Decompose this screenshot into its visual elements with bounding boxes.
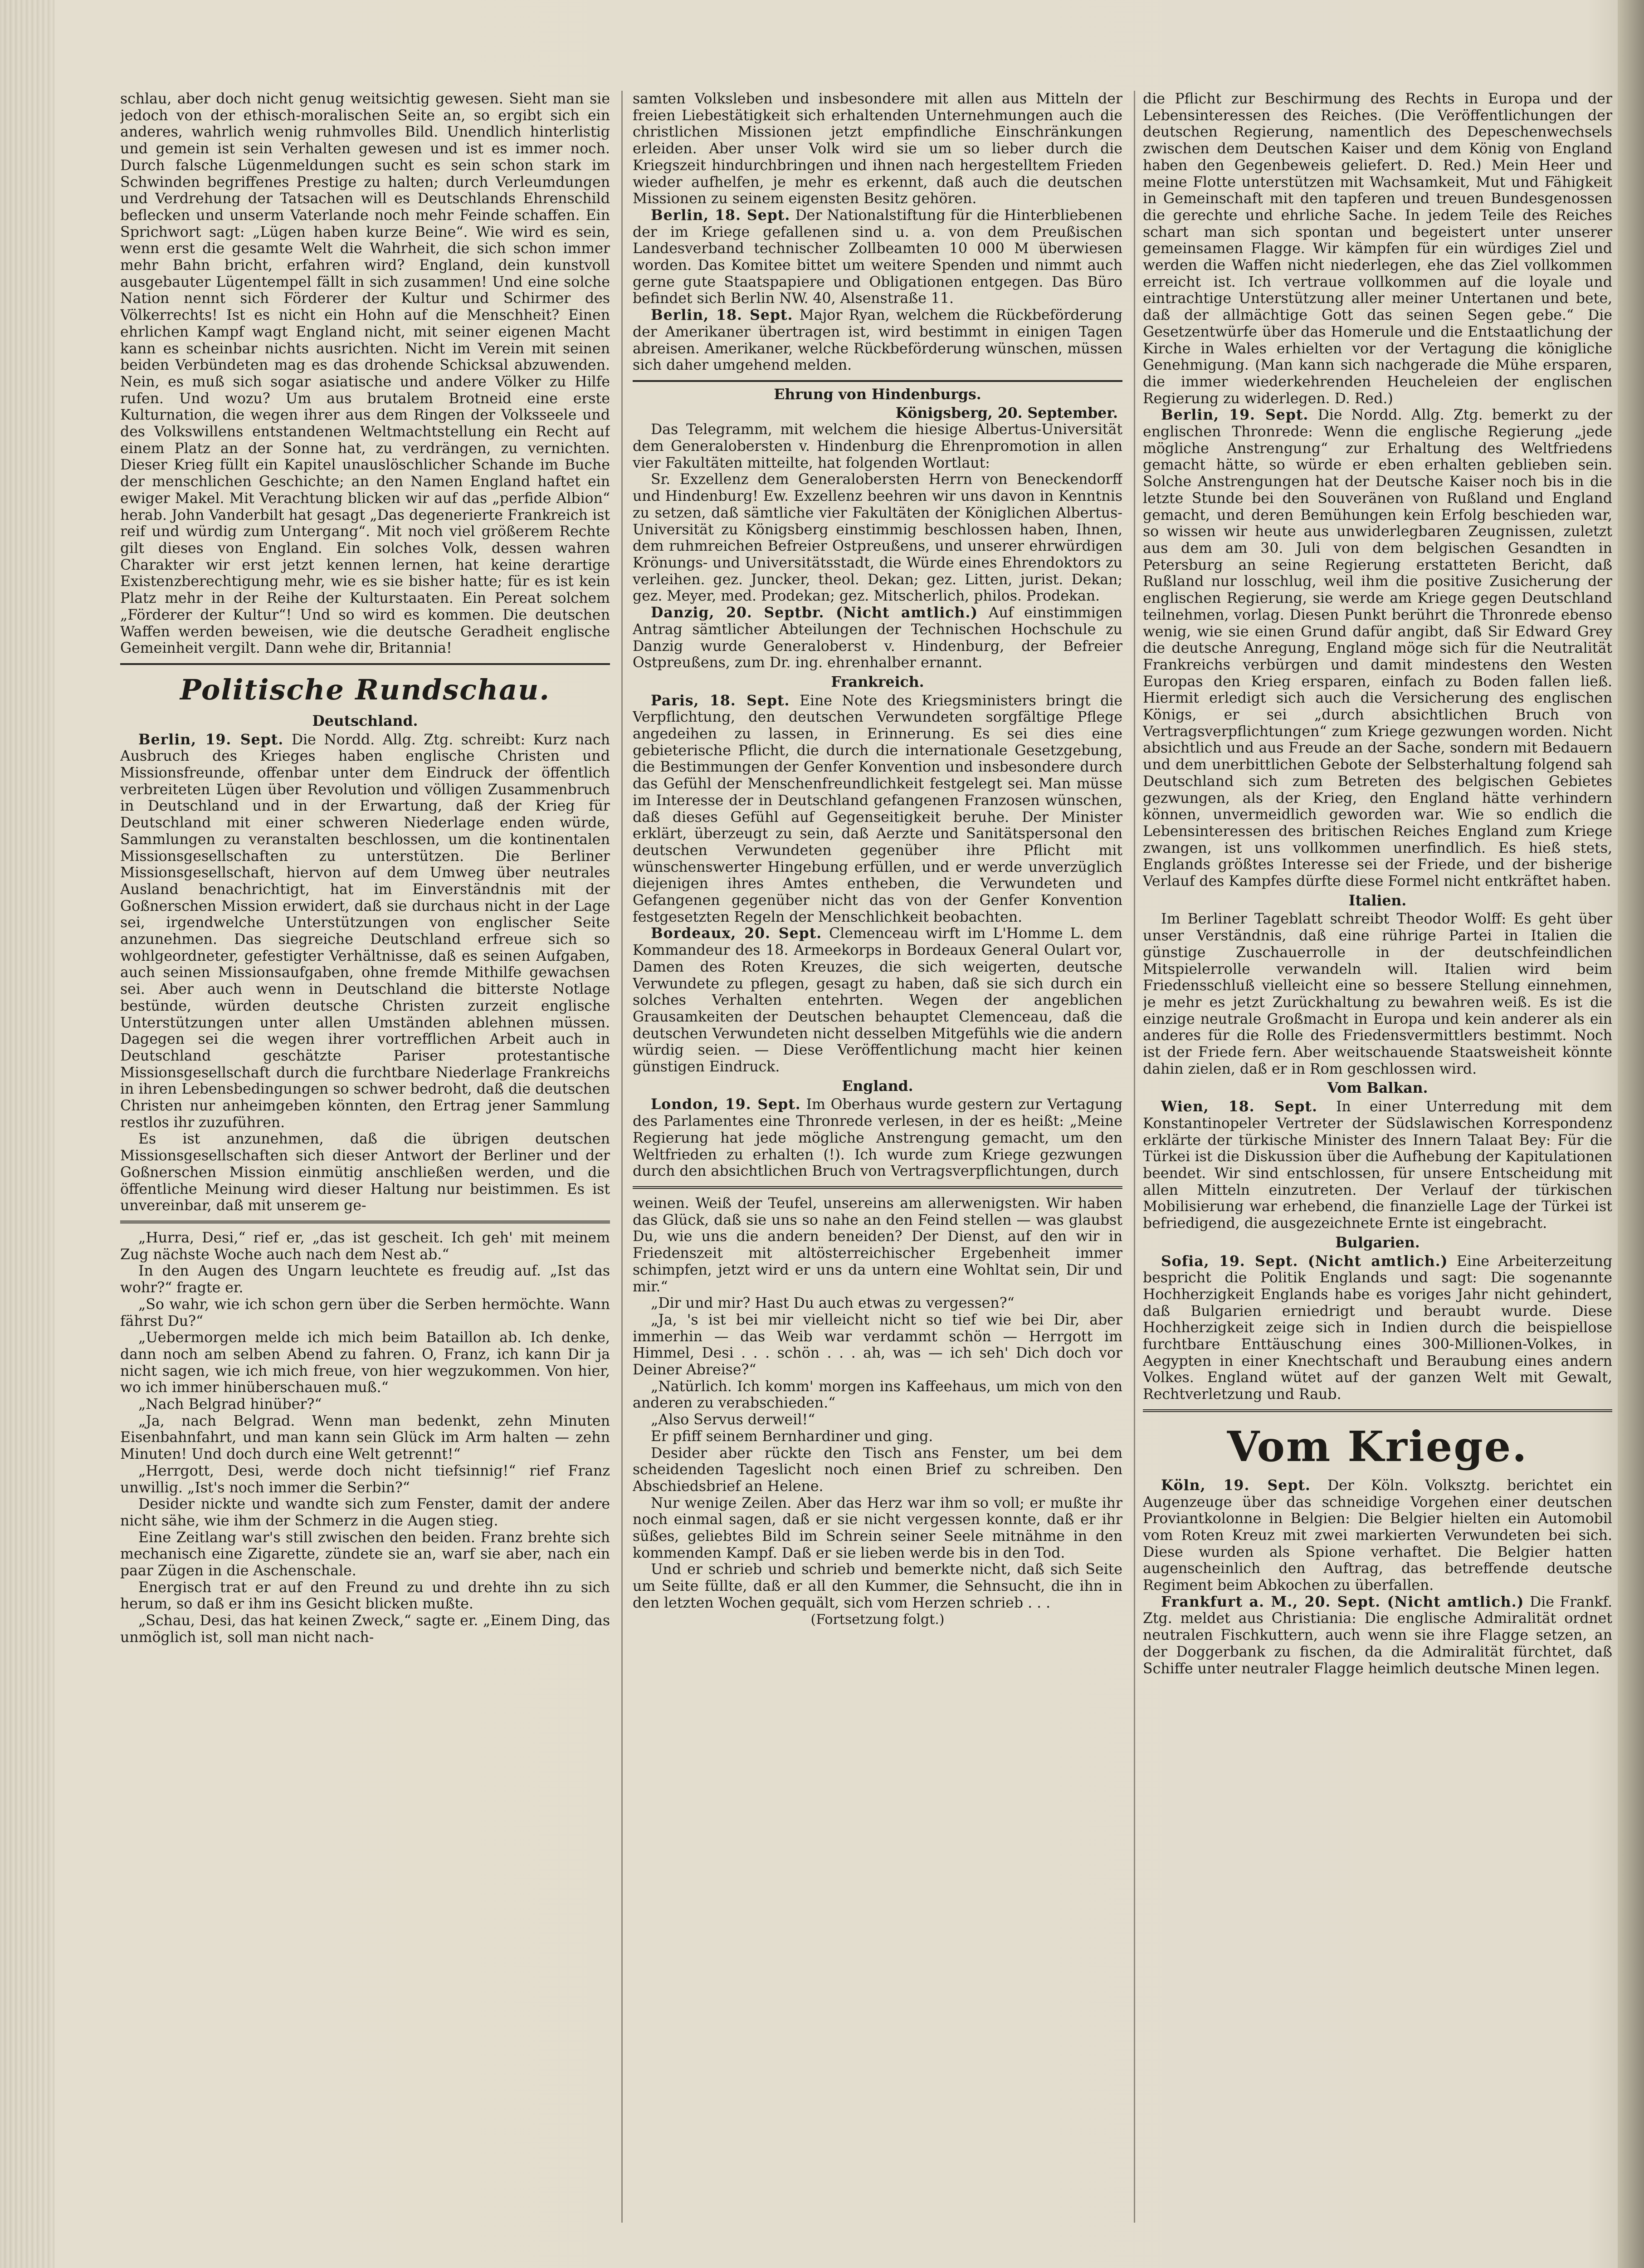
news-text: Auf einstimmigen Antrag sämtlicher Abteilungen der Technischen Hochschule zu Danzig wurde Generaloberst v. Hindenburg, der Befreier Ostpreußens, zum Dr. ing. ehrenhalber ernannt. bbox=[633, 605, 1122, 671]
news-item: samten Volksleben und insbesondere mit allen aus Mitteln der freien Liebestätigkeit sich erhaltenden Unternehmungen auch die christlichen Missionen jetzt empfindliche Einschränkungen erleiden. Aber unser Volk wird sie um so lieber durch die Kriegszeit hindurchbringen und ihnen nach hergestelltem Frieden wieder aufhelfen, je mehr es erkennt, daß auch die deutschen Missionen zu seinem eigensten Besitz gehören. bbox=[633, 91, 1122, 207]
feuilleton-paragraph: Nur wenige Zeilen. Aber das Herz war ihm so voll; er mußte ihr noch einmal sagen, daß er sie nicht vergessen konnte, daß er ihr süßes, geliebtes Bild im Schrein seiner Seele mitnähme in den kommenden Kampf. Daß er sie lieben werde bis in den Tod. bbox=[633, 1495, 1122, 1561]
news-item: die Pflicht zur Beschirmung des Rechts in Europa und der Lebensinteressen des Reiches. (Die Veröffentlichungen der deutschen Regierung, namentlich des Depeschenwechsels zwischen dem Deutschen Kaiser und dem König von England haben den Gegenbeweis geliefert. D. Red.) Mein Heer und meine Flotte unterstützen mit Wachsamkeit, Mut und Fähigkeit in Gemeinschaft mit den tapferen und treuen Bundesgenossen die gerechte und ehrliche Sache. In jedem Teile des Reiches schart man sich spontan und begeistert unter unserer gemeinsamen Flagge. Wir kämpfen für ein würdiges Ziel und werden die Waffen nicht niederlegen, ehe das Ziel vollkommen erreicht ist. Ich vertraue vollkommen auf die loyale und eintrachtige Unterstützung aller meiner Untertanen und bete, daß der allmächtige Gott das seinen Segen gebe.“ Die Gesetzentwürfe über das Homerule und die Entstaatlichung der Kirche in Wales erhielten vor der Vertagung die königliche Genehmigung. (Man kann sich nachgerade die Mühe ersparen, die immer wiederkehrenden Heucheleien der englischen Regierung zu widerlegen. D. Red.) bbox=[1143, 91, 1612, 407]
column-rule bbox=[1134, 91, 1135, 2223]
section-title-vom-kriege: Vom Kriege. bbox=[1227, 1422, 1528, 1471]
news-text: Die Nordd. Allg. Ztg. schreibt: Kurz nach Ausbruch des Krieges haben englische Christen und Missionsfreunde, offenbar unter dem Eindruck der öffentlich verbreiteten Lügen über Revolution und völligen Zusammenbruch in Deutschland und in der Erwartung, daß der Krieg für Deutschland mit einer schweren Niederlage enden würde, Sammlungen zu veranstalten beschlossen, um die kontinentalen Missionsgesellschaften zu unterstützen. Die Berliner Missionsgesellschaft, hiervon auf dem Umweg über neutrales Ausland benachrichtigt, hat im Einverständnis mit der Goßnerschen Mission erwidert, daß sie durchaus nicht in der Lage sei, irgendwelche Unterstützungen von englischer Seite anzunehmen. Das siegreiche Deutschland erfreue sich so wohlgeordneter, gefestigter Verhältnisse, daß es seinen Aufgaben, auch seinen Missionsaufgaben, ohne fremde Mithilfe gewachsen sei. Aber auch wenn in Deutschland die bitterste Notlage bestünde, würden deutsche Christen zurzeit englische Unterstützungen unter allen Umständen ablehnen müssen. Dagegen sei die wegen ihrer vortrefflichen Arbeit auch in Deutschland geschätzte Pariser protestantische Missionsgesellschaft durch die furchtbare Niederlage Frankreichs in ihren Lebensbedingungen so schwer bedroht, daß die deutschen Christen nur anheimgeben könnten, den Ertrag jener Sammlung restlos ihr zuzuführen. bbox=[120, 731, 610, 1131]
dateline: Berlin, 18. Sept. bbox=[651, 206, 790, 224]
dateline: London, 19. Sept. bbox=[651, 1096, 801, 1113]
section-title-politische-rundschau: Politische Rundschau. bbox=[180, 673, 550, 706]
subheading-england: England. bbox=[842, 1077, 913, 1095]
dateline: Köln, 19. Sept. bbox=[1161, 1476, 1311, 1494]
feuilleton-paragraph: Energisch trat er auf den Freund zu und drehte ihn zu sich herum, so daß er ihm ins Gesicht blicken mußte. bbox=[120, 1579, 610, 1613]
news-item: Das Telegramm, mit welchem die hiesige Albertus-Universität dem Generalobersten v. Hindenburg die Ehrenpromotion in allen vier Fakultäten mitteilte, hat folgenden Wortlaut: bbox=[633, 421, 1122, 471]
column-3 bbox=[1143, 91, 1612, 2223]
news-text: Die Nordd. Allg. Ztg. bemerkt zu der englischen Thronrede: Wenn die englische Regierung „jede mögliche Anstrengung“ zur Erhaltung des Weltfriedens gemacht hätte, so würde er eben erhalten geblieben sein. Solche Anstrengungen hat der Deutsche Kaiser noch bis in die letzte Stunde bei den Souveränen von Rußland und England gemacht, und deren Bemühungen kein Erfolg beschieden war, so wissen wir heute aus unwiderlegbaren Zeugnissen, zuletzt aus dem am 30. Juli von dem belgischen Gesandten in Petersburg an seine Regierung erstatteten Bericht, daß Rußland nur losschlug, weil ihm die positive Zusicherung der englischen Regierung, sie werde am Kriege gegen Deutschland teilnehmen, vorlag. Diesen Punkt berührt die Thronrede ebenso wenig, wie sie einen Grund dafür angibt, daß Sir Edward Grey die deutsche Anregung, England möge sich für die Neutralität Frankreichs verbürgen und damit mindestens den Westen Europas den Krieg ersparen, einfach zu Boden fallen ließ. Hiermit erledigt sich auch die Versicherung des englischen Königs, er sei „durch absichtlichen Bruch von Vertragsverpflichtungen“ zum Kriege gezwungen worden. Nicht absichtlich und aus Freude an der Sache, sondern mit Bedauern und dem unerbittlichen Gebote der Selbsterhaltung folgend sah Deutschland sich zum Betreten des belgischen Gebietes gezwungen, als der Krieg, den England hätte verhindern können, unvermeidlich geworden war. Wie so endlich die Lebensinteressen des britischen Reiches England zum Kriege zwangen, ist uns vollkommen unerfindlich. Es hieß stets, Englands größtes Interesse sei der Friede, und der bisherige Verlauf des Kampfes dürfte diese Formel nicht entkräftet haben. bbox=[1143, 407, 1612, 890]
news-item: Im Berliner Tageblatt schreibt Theodor Wolff: Es geht über unser Verständnis, daß eine rührige Partei in Italien die günstige Zuschauerrolle in der deutschfeindlichen Mitspielerrolle verwandeln will. Italien wird beim Friedensschluß vielleicht eine so bessere Stellung einnehmen, je mehr es jetzt Zurückhaltung zu bewahren weiß. Es ist die einzige neutrale Großmacht in Europa und kein anderer als ein anderes für die Rolle des Friedensvermittlers bestimmt. Noch ist der Friede fern. Aber weitschauende Staatsweisheit könnte dahin zielen, daß er in Rom geschlossen wird. bbox=[1143, 911, 1612, 1077]
dateline: Bordeaux, 20. Sept. bbox=[651, 925, 822, 942]
news-text: Clemenceau wirft im L'Homme L. dem Kommandeur des 18. Armeekorps in Bordeaux General Oulart vor, Damen des Roten Kreuzes, die sich weigerten, deutsche Verwundete zu pflegen, gesagt zu haben, daß sie sich durch ein solches Verhalten entehrten. Wegen der angeblichen Grausamkeiten der Deutschen behauptet Clemenceau, daß die deutschen Verwundeten nicht desselben Mitgefühls wie die andern würdig seien. — Diese Veröffentlichung macht hier keinen günstigen Eindruck. bbox=[633, 925, 1122, 1075]
news-text: Eine Arbeiterzeitung bespricht die Politik Englands und sagt: Die sogenannte Hochherzigkeit Englands habe es voriges Jahr nicht gehindert, daß Bulgarien erniedrigt und beraubt wurde. Diese Hochherzigkeit zeige sich in Indien durch die beispiellose furchtbare Enttäuschung eines 300-Millionen-Volkes, in Aegypten in einer Knechtschaft und Beraubung eines andern Volkes. England wütet auf der ganzen Welt mit Gewalt, Rechtverletzung und Raub. bbox=[1143, 1253, 1612, 1403]
news-item bbox=[633, 605, 1122, 671]
opinion-text: schlau, aber doch nicht genug weitsichtig gewesen. Sieht man sie jedoch von der ethisch-moralischen Seite an, so ergibt sich ein anderes, wahrlich wenig ruhmvolles Bild. Unendlich hinterlistig und gemein ist sein Verhalten gewesen und ist es immer noch. Durch falsche Lügenmeldungen sucht es sein schon stark im Schwinden begriffenes Prestige zu halten; durch Verleumdungen und Verdrehung der Tatsachen will es Deutschlands Ehrenschild beflecken und unserm Vaterlande noch mehr Feinde schaffen. Ein Sprichwort sagt: „Lügen haben kurze Beine“. Wie wird es sein, wenn erst die gesamte Welt die Wahrheit, die sich schon immer mehr Bahn bricht, erfahren wird? England, dein kunstvoll ausgebauter Lügentempel fällt in sich zusammen! Und eine solche Nation nennt sich Förderer der Kultur und Schirmer des Völkerrechts! Ist es nicht ein Hohn auf die Menschheit? Einen ehrlichen Kampf wagt England nicht, mit seiner eigenen Macht kann es scheinbar nichts ausrichten. Nicht im Verein mit seinen beiden Verbündeten mag es das drohende Schicksal abzuwenden. Nein, es muß sich sogar asiatische und andere Völker zu Hilfe rufen. Und wozu? Um aus brutalem Brotneid eine erste Kulturnation, die wegen ihrer aus dem Ringen der Volksseele und des Volkswillens entstandenen Weltmachtstellung ein Recht auf einem Platz an der Sonne hat, zu verdrängen, zu vernichten. Dieser Krieg füllt ein Kapitel unauslöschlicher Schande im Buche der menschlichen Geschichte; an den Namen England haftet ein ewiger Makel. Mit Verachtung blicken wir auf das „perfide Albion“ herab. John Vanderbilt hat gesagt „Das degenerierte Frankreich ist reif und würdig zum Untergang“. Mit noch viel größerem Rechte gilt dieses von England. Ein solches Volk, dessen wahren Charakter wir erst jetzt kennen lernen, hat keine derartige Existenzberechtigung mehr, wie es sie bisher hatte; für es ist kein Platz mehr in der Reihe der Kulturstaaten. Ein Pereat solchem „Förderer der Kultur“! Und so wird es kommen. Die deutschen Waffen werden beweisen, wie die deutsche Geradheit englische Gemeinheit vergilt. Dann wehe dir, Britannia! bbox=[120, 91, 610, 657]
feuilleton-paragraph: „Also Servus derweil!“ bbox=[651, 1412, 815, 1428]
news-text: Eine Note des Kriegsministers bringt die Verpflichtung, den deutschen Verwundeten sorgfältige Pflege angedeihen zu lassen, in Erinnerung. Es sei dies eine gebieterische Pflicht, die durch die internationale Gesetzgebung, die Bestimmungen der Genfer Konvention und insbesondere durch das Gefühl der Menschenfreundlichkeit festgelegt sei. Man müsse im Interesse der in Deutschland gefangenen Franzosen wünschen, daß dieses Gefühl auf Gegenseitigkeit beruhe. Der Minister erklärt, überzeugt zu sein, daß Aerzte und Sanitätspersonal den deutschen Verwundeten gegenüber ihre Pflicht mit wünschenswerter Hingebung erfüllen, und er werde unverzüglich diejenigen ihres Amtes entheben, die Verwundeten und Gefangenen gegenüber nicht das von der Genfer Konvention festgesetzten Regeln der Menschlichkeit beobachten. bbox=[633, 692, 1122, 925]
binding-edge bbox=[0, 0, 54, 2268]
column-rule bbox=[621, 91, 623, 2223]
feuilleton-paragraph: „Natürlich. Ich komm' morgen ins Kaffeehaus, um mich von den anderen zu verabschieden.“ bbox=[633, 1378, 1122, 1412]
news-text: Der Nationalstiftung für die Hinterbliebenen der im Kriege gefallenen sind u. a. von dem Preußischen Landesverband technischer Zollbeamten 10 000 M überwiesen worden. Das Komitee bittet um weitere Spenden und nimmt auch gerne gute Staatspapiere und Obligationen entgegen. Das Büro befindet sich Berlin NW. 40, Alsenstraße 11. bbox=[633, 207, 1122, 307]
page-right-edge bbox=[1618, 0, 1644, 2268]
feuilleton-paragraph: „Ja, 's ist bei mir vielleicht nicht so tief wie bei Dir, aber immerhin — das Weib war verdammt schön — Herrgott im Himmel, Desi . . . schön . . . ah, was — ich seh' Dich doch vor Deiner Abreise?“ bbox=[633, 1311, 1122, 1378]
news-item bbox=[1143, 1477, 1612, 1594]
feuilleton-paragraph: Eine Zeitlang war's still zwischen den beiden. Franz brehte sich mechanisch eine Zigarette, zündete sie an, warf sie aber, nach ein paar Zügen in die Aschenschale. bbox=[120, 1529, 610, 1579]
news-item bbox=[633, 693, 1122, 926]
news-item bbox=[633, 925, 1122, 1075]
subheading-deutschland: Deutschland. bbox=[312, 712, 418, 729]
subheading-balkan: Vom Balkan. bbox=[1327, 1080, 1428, 1097]
feuilleton-paragraph: „Uebermorgen melde ich mich beim Bataillon ab. Ich denke, dann noch am selben Abend zu fahren. O, Franz, ich kann Dir ja nicht sagen, wie ich mich freue, von hier wegzukommen. Von hier, wo ich immer hinüberschauen muß.“ bbox=[120, 1330, 610, 1396]
news-text: Die Frankf. Ztg. meldet aus Christiania: Die englische Admiralität ordnet neutralen Fischkuttern, auch wenn sie ihre Flagge setzen, an der Doggerbank zu fischen, da die Admiralität fürchtet, daß Schiffe unter neutraler Flagge heimlich deutsche Minen legen. bbox=[1143, 1593, 1612, 1677]
news-item: Es ist anzunehmen, daß die übrigen deutschen Missionsgesellschaften sich dieser Antwort der Berliner und der Goßnerschen Mission einmütig anschließen werden, und die öffentliche Meinung wird dieser Haltung nur beistimmen. Es ist unvereinbar, daß mit unserem ge- bbox=[120, 1131, 610, 1214]
news-item bbox=[1143, 1099, 1612, 1232]
feuilleton-paragraph: Desider aber rückte den Tisch ans Fenster, um bei dem scheidenden Tageslicht noch einen Brief zu schreiben. Den Abschiedsbrief an Helene. bbox=[633, 1445, 1122, 1495]
feuilleton-divider bbox=[633, 1186, 1122, 1191]
news-item bbox=[120, 732, 610, 1131]
feuilleton-paragraph: „Nach Belgrad hinüber?“ bbox=[138, 1396, 322, 1413]
news-item bbox=[633, 1096, 1122, 1180]
dateline: Berlin, 19. Sept. bbox=[138, 731, 284, 748]
column-2 bbox=[633, 91, 1122, 2223]
dateline: Berlin, 18. Sept. bbox=[651, 307, 793, 324]
feuilleton-paragraph: weinen. Weiß der Teufel, unsereins am allerwenigsten. Wir haben das Glück, daß sie uns so nahe an den Feind stellen — was glaubst Du, wie uns die andern beneiden? Der Dienst, auf den wir in Friedenszeit mit altösterreichischer Ergebenheit immer schimpfen, jetzt wird er uns da untern eine Wohltat sein, Dir und mir.“ bbox=[633, 1195, 1122, 1295]
feuilleton-paragraph: Er pfiff seinem Bernhardiner und ging. bbox=[651, 1428, 933, 1445]
feuilleton-paragraph: In den Augen des Ungarn leuchtete es freudig auf. „Ist das wohr?“ fragte er. bbox=[120, 1263, 610, 1296]
section-divider bbox=[1143, 1409, 1612, 1414]
dateline: Frankfurt a. M., 20. Sept. (Nicht amtlich.) bbox=[1161, 1593, 1524, 1610]
feuilleton-paragraph: „Ja, nach Belgrad. Wenn man bedenkt, zehn Minuten Eisenbahnfahrt, und man kann sein Glück im Arm halten — zehn Minuten! Und doch durch eine Welt getrennt!“ bbox=[120, 1413, 610, 1463]
feuilleton-paragraph: „Herrgott, Desi, werde doch nicht tiefsinnig!“ rief Franz unwillig. „Ist's noch immer die Serbin?“ bbox=[120, 1462, 610, 1496]
telegram-text: Sr. Exzellenz dem Generalobersten Herrn von Beneckendorff und Hindenburg! Ew. Exzellenz beehren wir uns davon in Kenntnis zu setzen, daß sämtliche vier Fakultäten der Königlichen Albertus-Universität zu Königsberg einstimmig beschlossen haben, Ihnen, dem ruhmreichen Befreier Ostpreußens, und unserer ehrwürdigen Krönungs- und Universitätsstadt, die Würde eines Ehrendoktors zu verleihen. gez. Juncker, theol. Dekan; gez. Litten, jurist. Dekan; gez. Meyer, med. Prodekan; gez. Mitscherlich, philos. Prodekan. bbox=[633, 471, 1122, 605]
news-item bbox=[633, 207, 1122, 307]
subheading-bulgarien: Bulgarien. bbox=[1335, 1234, 1420, 1251]
dateline: Danzig, 20. Septbr. (Nicht amtlich.) bbox=[651, 604, 978, 621]
dateline: Paris, 18. Sept. bbox=[651, 692, 790, 709]
feuilleton-paragraph: „Schau, Desi, das hat keinen Zweck,“ sagte er. „Einem Ding, das unmöglich ist, soll man nicht nach- bbox=[120, 1613, 610, 1646]
feuilleton-paragraph: „Hurra, Desi,“ rief er, „das ist gescheit. Ich geh' mit meinem Zug nächste Woche auch nach dem Nest ab.“ bbox=[120, 1230, 610, 1263]
news-item bbox=[1143, 407, 1612, 890]
news-text: Im Oberhaus wurde gestern zur Vertagung des Parlamentes eine Thronrede verlesen, in der es heißt: „Meine Regierung hat jede mögliche Anstrengung gemacht, um den Weltfrieden zu erhalten (!). Ich wurde zum Kriege gezwungen durch den absichtlichen Bruch von Vertragsverpflichtungen, durch bbox=[633, 1096, 1122, 1180]
section-divider bbox=[120, 663, 610, 665]
subheading-frankreich: Frankreich. bbox=[831, 673, 924, 690]
news-text: In einer Unterredung mit dem Konstantinopeler Vertreter der Südslawischen Korrespondenz erklärte der türkische Minister des Innern Talaat Bey: Für die Türkei ist die Diskussion über die Aufhebung der Kapitulationen beendet. Wir sind entschlossen, für unsere Entscheidung mit allen Mitteln einzutreten. Der Verlauf der türkischen Mobilisierung war erhebend, die finanzielle Lage der Türkei ist befriedigend, die ausgezeichnete Ernte ist eingebracht. bbox=[1143, 1099, 1612, 1232]
feuilleton-divider bbox=[120, 1221, 610, 1225]
feuilleton-paragraph: „So wahr, wie ich schon gern über die Serben hermöchte. Wann fährst Du?“ bbox=[120, 1296, 610, 1330]
dateline-koenigsberg: Königsberg, 20. September. bbox=[895, 404, 1118, 421]
news-text: Der Köln. Volksztg. berichtet ein Augenzeuge über das schneidige Vorgehen einer deutschen Proviantkolonne in Belgien: Die Belgier hielten ein Automobil vom Roten Kreuz mit zwei markierten Verwundeten bei sich. Diese wurden als Spione verhaftet. Die Belgier hatten augenscheinlich den Auftrag, das betreffende deutsche Regiment beim Abkochen zu überfallen. bbox=[1143, 1477, 1612, 1594]
dateline: Berlin, 19. Sept. bbox=[1161, 406, 1309, 424]
continuation-note: (Fortsetzung folgt.) bbox=[810, 1611, 945, 1628]
dateline: Wien, 18. Sept. bbox=[1161, 1098, 1317, 1115]
feuilleton-paragraph: Und er schrieb und schrieb und bemerkte nicht, daß sich Seite um Seite füllte, daß er all den Kummer, die Sehnsucht, die ihn in den letzten Wochen gequält, sich vom Herzen schrieb . . . bbox=[633, 1561, 1122, 1611]
feuilleton-paragraph: „Dir und mir? Hast Du auch etwas zu vergessen?“ bbox=[651, 1295, 1015, 1312]
news-item bbox=[633, 307, 1122, 374]
news-text: Major Ryan, welchem die Rückbeförderung der Amerikaner übertragen ist, wird bestimmt in einigen Tagen abreisen. Amerikaner, welche Rückbeförderung wünschen, müssen sich daher umgehend melden. bbox=[633, 307, 1122, 374]
subheading-hindenburg: Ehrung von Hindenburgs. bbox=[774, 386, 981, 403]
subheading-italien: Italien. bbox=[1348, 892, 1407, 909]
feuilleton-paragraph: Desider nickte und wandte sich zum Fenster, damit der andere nicht sähe, wie ihm der Schmerz in die Augen stieg. bbox=[120, 1496, 610, 1529]
news-item bbox=[1143, 1253, 1612, 1403]
dateline: Sofia, 19. Sept. (Nicht amtlich.) bbox=[1161, 1252, 1448, 1270]
column-1 bbox=[120, 91, 610, 2223]
news-item bbox=[1143, 1594, 1612, 1677]
section-divider bbox=[633, 380, 1122, 382]
